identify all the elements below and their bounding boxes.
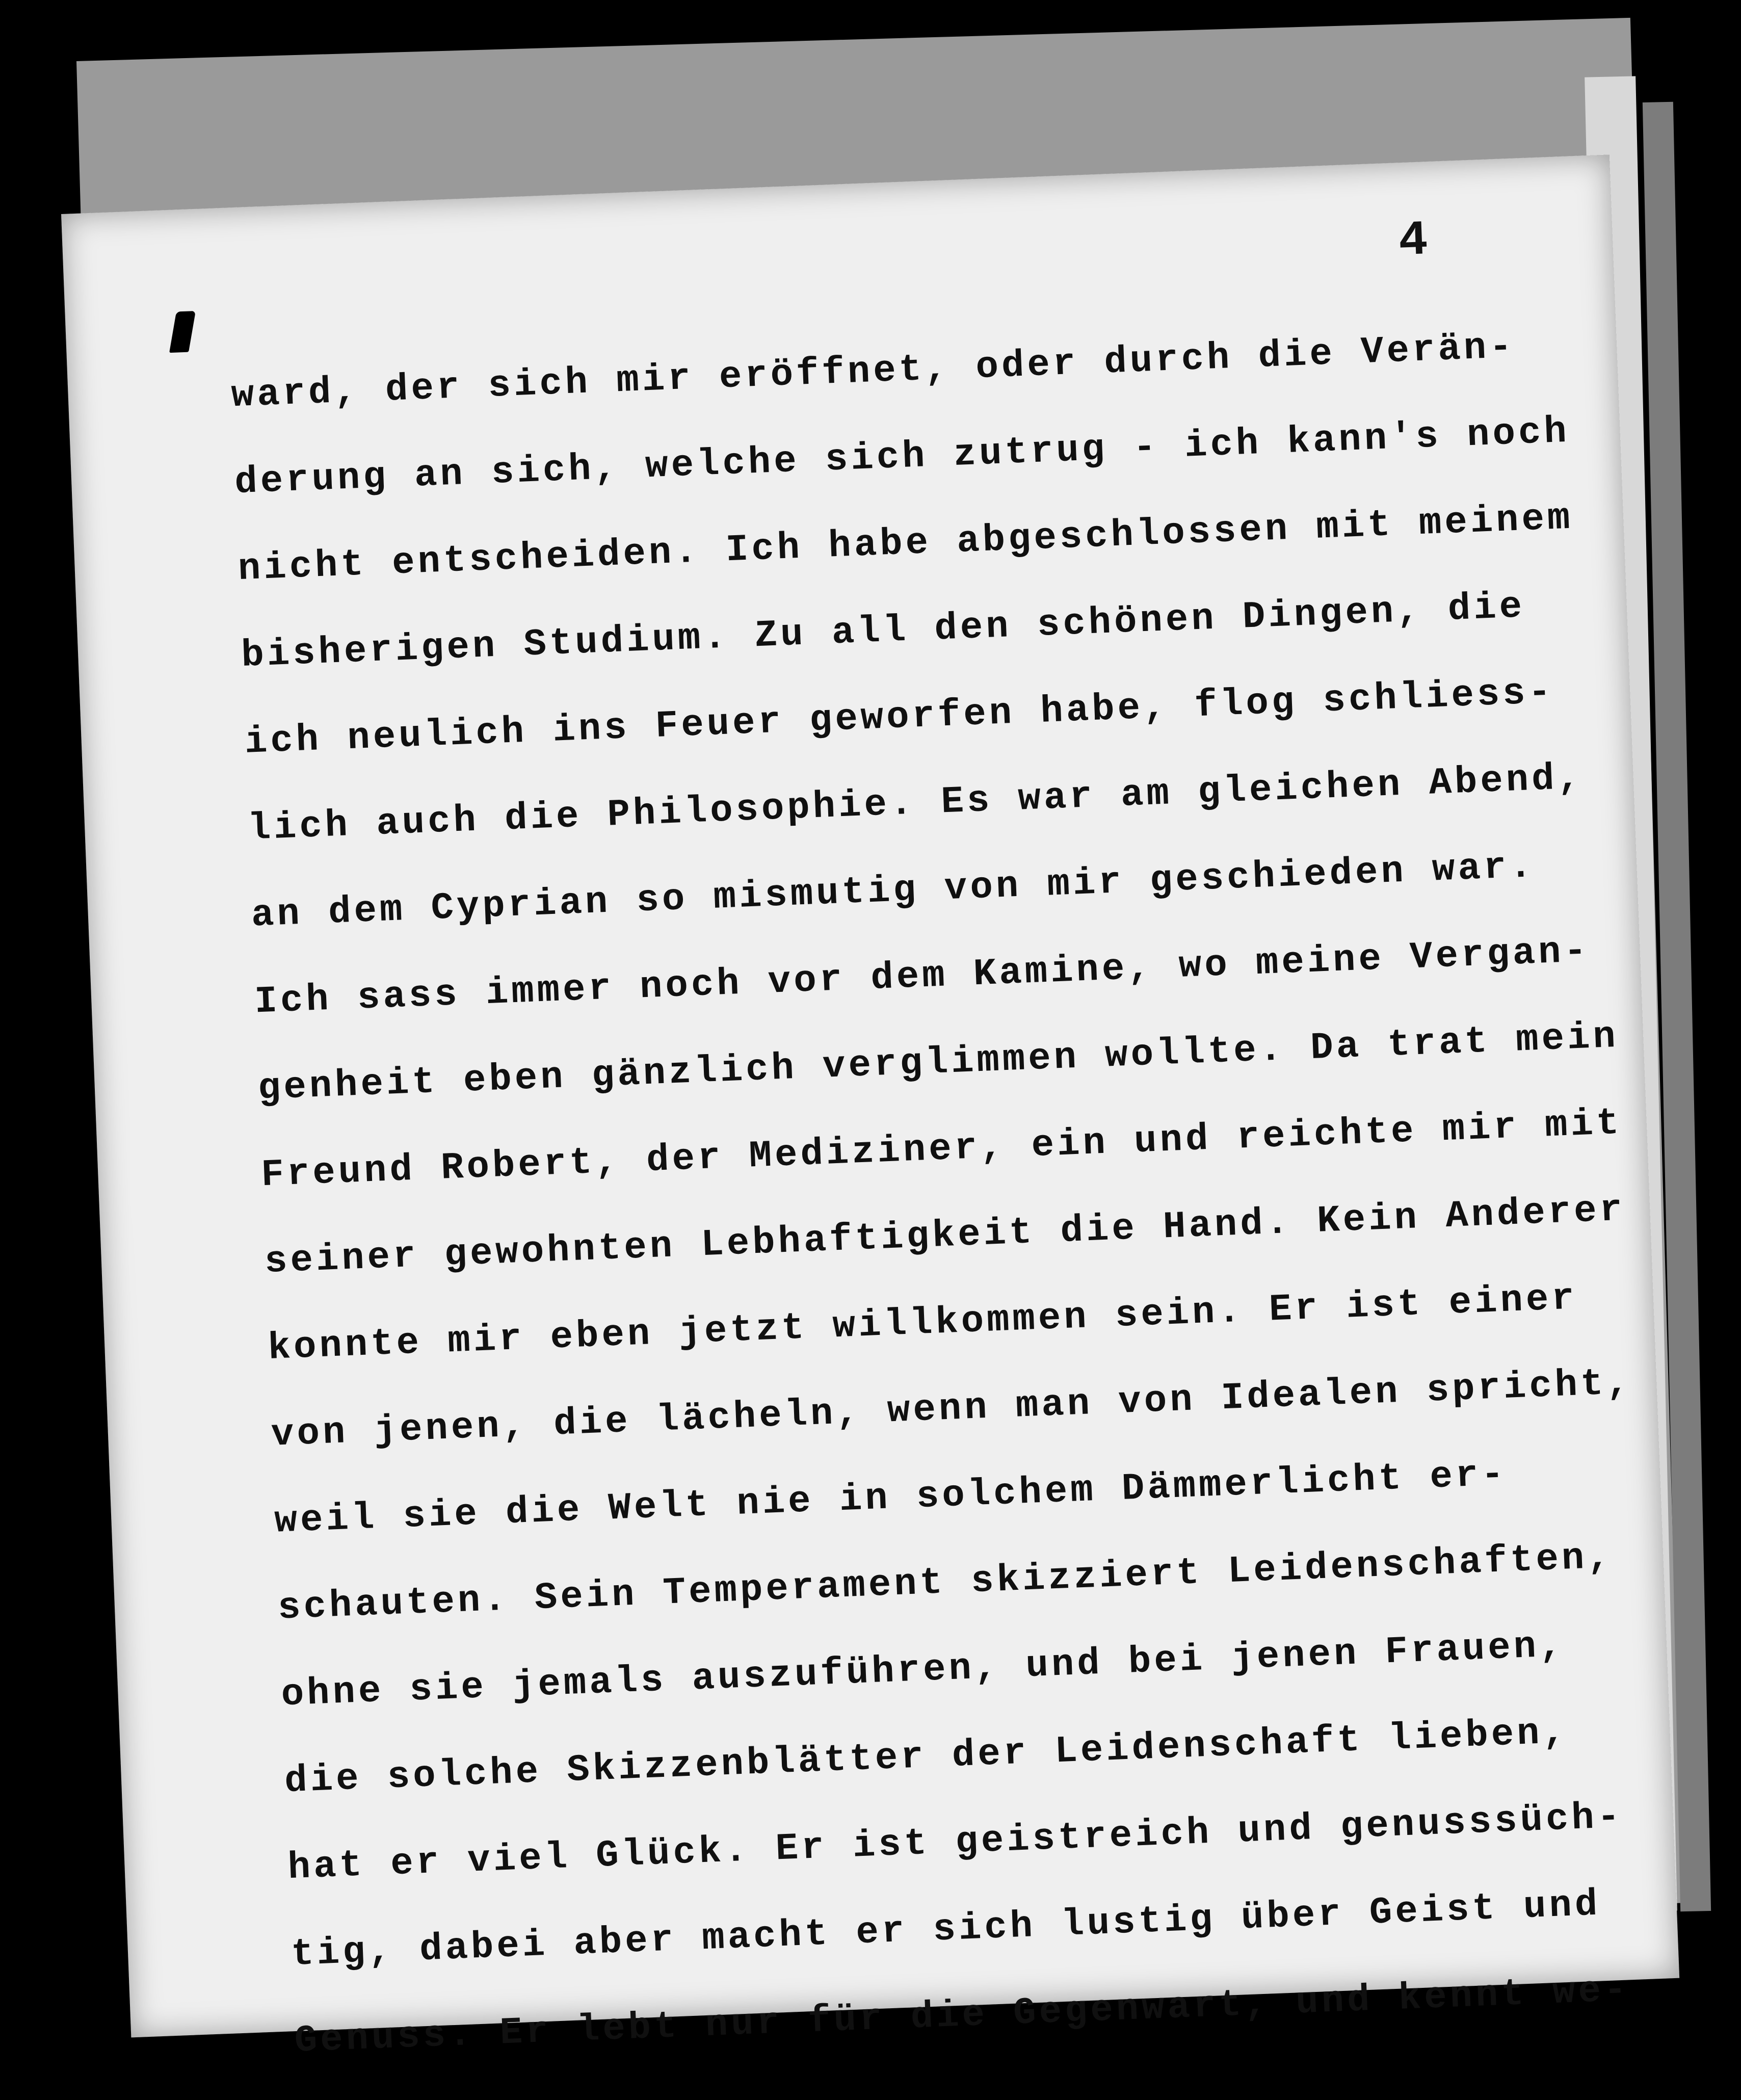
text-line: ohne sie jemals auszuführen, und bei jenen Frauen, bbox=[280, 1624, 1566, 1717]
text-line: Freund Robert, der Mediziner, ein und reichte mir mit bbox=[260, 1101, 1623, 1197]
text-line: tig, dabei aber macht er sich lustig über Geist und bbox=[290, 1883, 1601, 1977]
text-line: ich neulich ins Feuer geworfen habe, flog schliess- bbox=[244, 671, 1555, 764]
text-line: ward, der sich mir eröffnet, oder durch die Verän- bbox=[230, 325, 1516, 418]
text-line: nicht entscheiden. Ich habe abgeschlossen mit meinem bbox=[237, 496, 1574, 591]
typewritten-page bbox=[61, 154, 1679, 2063]
text-line: Ich sass immer noch vor dem Kamine, wo meine Vergan- bbox=[254, 929, 1591, 1024]
text-line: genheit eben gänzlich verglimmen wollte. Da trat mein bbox=[257, 1015, 1620, 1111]
text-line: konnte mir eben jetzt willkommen sein. Er ist einer bbox=[267, 1277, 1578, 1371]
text-line: von jenen, die lächeln, wenn man von Idealen spricht, bbox=[270, 1361, 1633, 1457]
text-line: bisherigen Studium. Zu all den schönen Dingen, die bbox=[240, 585, 1526, 678]
text-line: lich auch die Philosophie. Es war am gleichen Abend, bbox=[247, 756, 1584, 851]
text-line: Genuss. Er lebt nur für die Gegenwart, und kennt we- bbox=[294, 1968, 1630, 2063]
text-line: die solche Skizzenblätter der Leidenschaft lieben, bbox=[283, 1711, 1569, 1803]
text-line: derung an sich, welche sich zutrug - ich kann's noch bbox=[233, 410, 1571, 505]
text-line: weil sie die Welt nie in solchem Dämmerlicht er- bbox=[274, 1453, 1508, 1543]
body-text bbox=[230, 300, 1672, 2085]
margin-mark bbox=[169, 311, 196, 353]
text-line: seiner gewohnten Lebhaftigkeit die Hand. Kein Anderer bbox=[263, 1188, 1626, 1284]
text-line: schauten. Sein Temperament skizziert Leidenschaften, bbox=[277, 1536, 1614, 1630]
text-line: an dem Cyprian so mismutig von mir geschieden war. bbox=[250, 845, 1536, 937]
text-line: hat er viel Glück. Er ist geistreich und genusssüch- bbox=[287, 1795, 1624, 1890]
page-number: 4 bbox=[1397, 213, 1429, 270]
